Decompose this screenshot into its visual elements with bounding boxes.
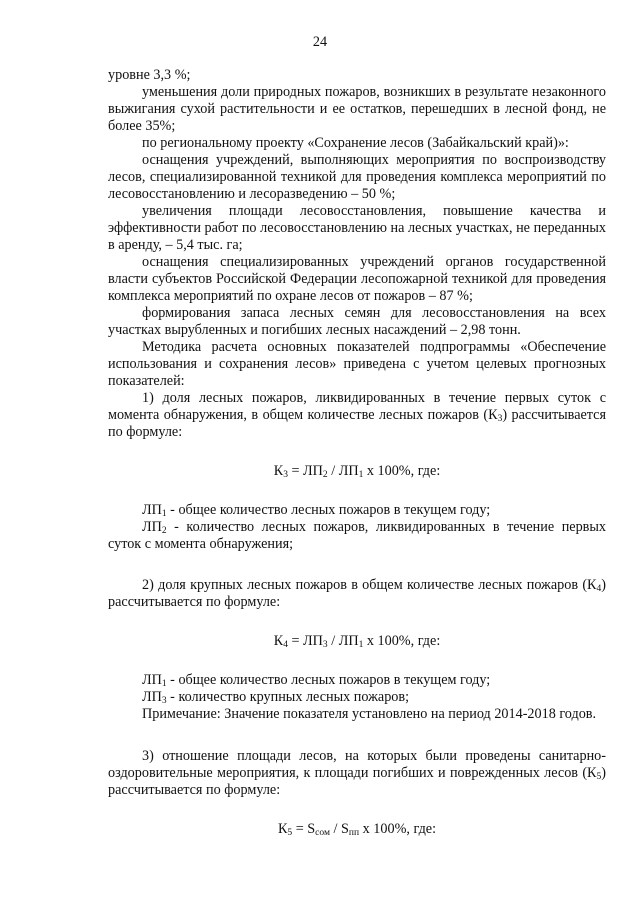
paragraph: 2) доля крупных лесных пожаров в общем количестве лесных пожаров $(К_4)$ рассчитывается по формуле: — [108, 577, 606, 610]
paragraph: формирования запаса лесных семян для лесовосстановления на всех участках вырубленных и погибших лесных насаждений – 2,98 тонн. — [108, 305, 606, 338]
definition: $ЛП_1$ - общее количество лесных пожаров в текущем году; — [142, 672, 491, 689]
paragraph: Методика расчета основных показателей подпрограммы «Обеспечение использования и сохранения лесов» приведена с учетом целевых прогнозных показателей: — [108, 339, 606, 389]
definition: $ЛП_2$ - количество лесных пожаров, ликвидированных в течение первых суток с момента обнаружения; — [108, 519, 606, 552]
paragraph: оснащения учреждений, выполняющих мероприятия по воспроизводству лесов, специализированной техникой для проведения комплекса мероприятий по лесовосстановлению и лесоразведению – 50 %; — [108, 152, 606, 202]
formula-k3: $К_3 = ЛП_2 / ЛП_1$ х 100%, где: — [273, 463, 441, 480]
document-body — [108, 67, 606, 838]
paragraph: увеличения площади лесовосстановления, повышение качества и эффективности работ по лесовосстановлению на лесных участках, не переданных в аренду, – 5,4 тыс. га; — [108, 203, 606, 253]
definition: $ЛП_3$ - количество крупных лесных пожаров; — [142, 689, 410, 706]
paragraph: 3) отношение площади лесов, на которых были проведены санитарно-оздоровительные мероприятия, к площади погибших и поврежденных лесов $(К_5)$ рассчитывается по формуле: — [108, 748, 606, 798]
page-number: 24 — [312, 34, 328, 50]
paragraph: уровне 3,3 %; — [108, 67, 191, 83]
formula-k5: $К_5 = S_{сом} / S_{пп}$ х 100%, где: — [277, 821, 437, 838]
formula-k4: $К_4 = ЛП_3 / ЛП_1$ х 100%, где: — [273, 633, 441, 650]
note: Примечание: Значение показателя установлено на период 2014-2018 годов. — [142, 706, 597, 722]
paragraph: оснащения специализированных учреждений органов государственной власти субъектов Российской Федерации лесопожарной техникой для проведения комплекса мероприятий по охране лесов от пожаров – 87 %; — [108, 254, 606, 304]
paragraph: 1) доля лесных пожаров, ликвидированных в течение первых суток с момента обнаружения, в общем количестве лесных пожаров $(К_3)$ рассчитывается по формуле: — [108, 390, 606, 440]
paragraph: уменьшения доли природных пожаров, возникших в результате незаконного выжигания сухой растительности и ее остатков, перешедших в лесной фонд, не более 35%; — [108, 84, 606, 134]
paragraph: по региональному проекту «Сохранение лесов (Забайкальский край)»: — [142, 135, 569, 151]
definition: $ЛП_1$ - общее количество лесных пожаров в текущем году; — [142, 502, 491, 519]
